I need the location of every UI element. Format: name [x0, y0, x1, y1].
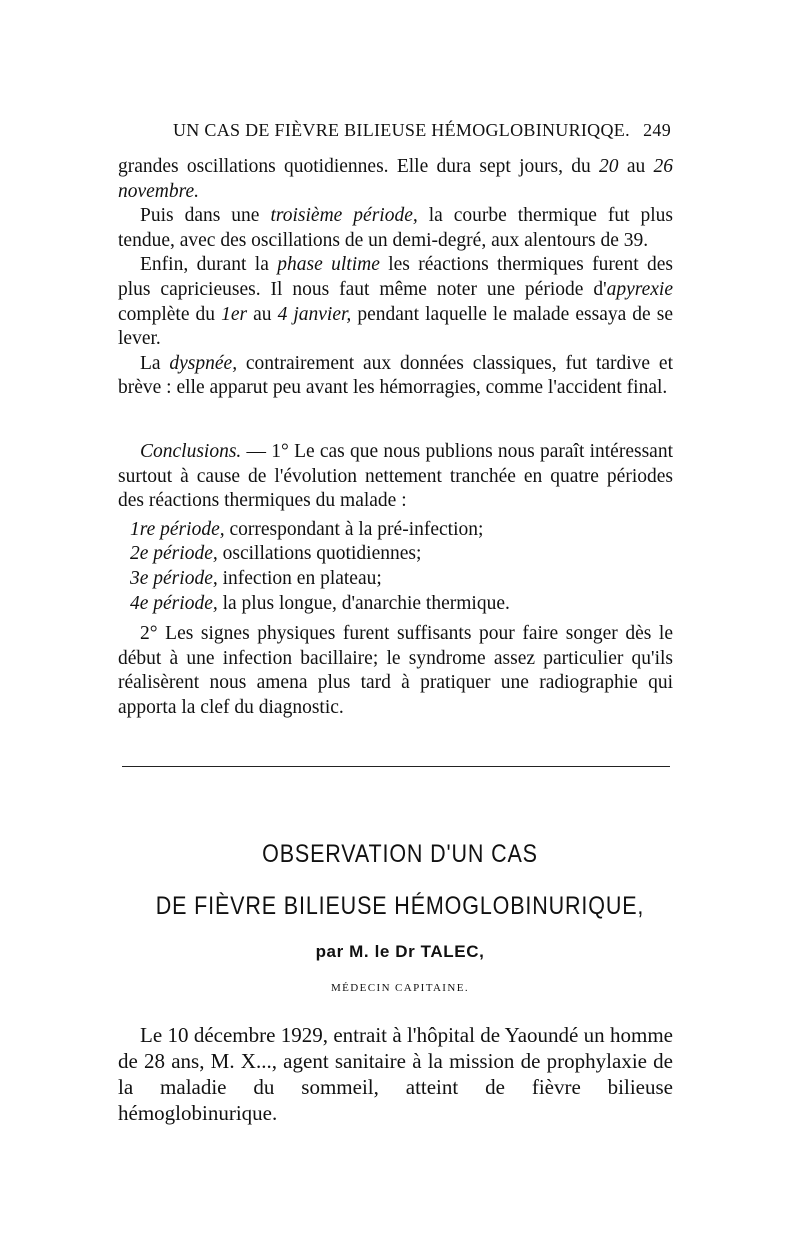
section-conclusion-two	[118, 622, 673, 720]
author-rank: MÉDECIN CAPITAINE.	[331, 982, 469, 994]
article-title-line-1: OBSERVATION D'UN CAS	[262, 840, 538, 868]
section-conclusions	[118, 440, 673, 616]
article-title-line-2: DE FIÈVRE BILIEUSE HÉMOGLOBINURIQUE,	[155, 892, 645, 920]
article-opening-paragraph: Le 10 décembre 1929, entrait à l'hôpital de Yaoundé un homme de 28 ans, M. X..., agent sanitaire à la mission de prophylaxie de la maladie du sommeil, atteint de fièvre bilieuse hémoglobinurique.	[118, 1023, 673, 1125]
paragraph-final-phase: Enfin, durant la phase ultime les réactions thermiques furent des plus capricieuses. Il nous faut même noter une période d'apyrexie complète du 1er au 4 janvier, pendant laquelle le malade essaya de se lever.	[118, 254, 674, 350]
running-header	[173, 120, 671, 141]
paragraph-second-period: grandes oscillations quotidiennes. Elle dura sept jours, du 20 au 26 novembre.	[118, 156, 674, 202]
list-item: 3e période, infection en plateau;	[130, 567, 382, 589]
section-divider	[122, 766, 670, 767]
list-item: 2e période, oscillations quotidiennes;	[130, 543, 422, 565]
list-item: 4e période, la plus longue, d'anarchie thermique.	[130, 592, 510, 614]
conclusions-lead: Conclusions.	[140, 441, 242, 462]
article-body	[118, 1022, 673, 1126]
page-number: 249	[643, 120, 671, 140]
paragraph-third-period: Puis dans une troisième période, la courbe thermique fut plus tendue, avec des oscillations de un demi-degré, aux alentours de 39.	[118, 205, 673, 251]
running-title: UN CAS DE FIÈVRE BILIEUSE HÉMOGLOBINURIQQE.	[173, 120, 630, 140]
paragraph-dyspnea: La dyspnée, contrairement aux données classiques, fut tardive et brève : elle apparut peu avant les hémorragies, comme l'accident final.	[118, 352, 673, 399]
article-byline: par M. le Dr TALEC,	[315, 942, 485, 961]
list-item: 1re période, correspondant à la pré-infection;	[130, 518, 484, 540]
section-thermal-phases	[118, 155, 673, 401]
conclusions-paragraph: Conclusions. — 1° Le cas que nous publions nous paraît intéressant surtout à cause de l'évolution nettement tranchée en quatre périodes des réactions thermiques du malade :	[118, 441, 673, 512]
conclusion-point-two: 2° Les signes physiques furent suffisants pour faire songer dès le début à une infection bacillaire; le syndrome assez particulier qu'ils réalisèrent nous amena plus tard à pratiquer une radiographie qui apporta la clef du diagnostic.	[118, 623, 673, 718]
